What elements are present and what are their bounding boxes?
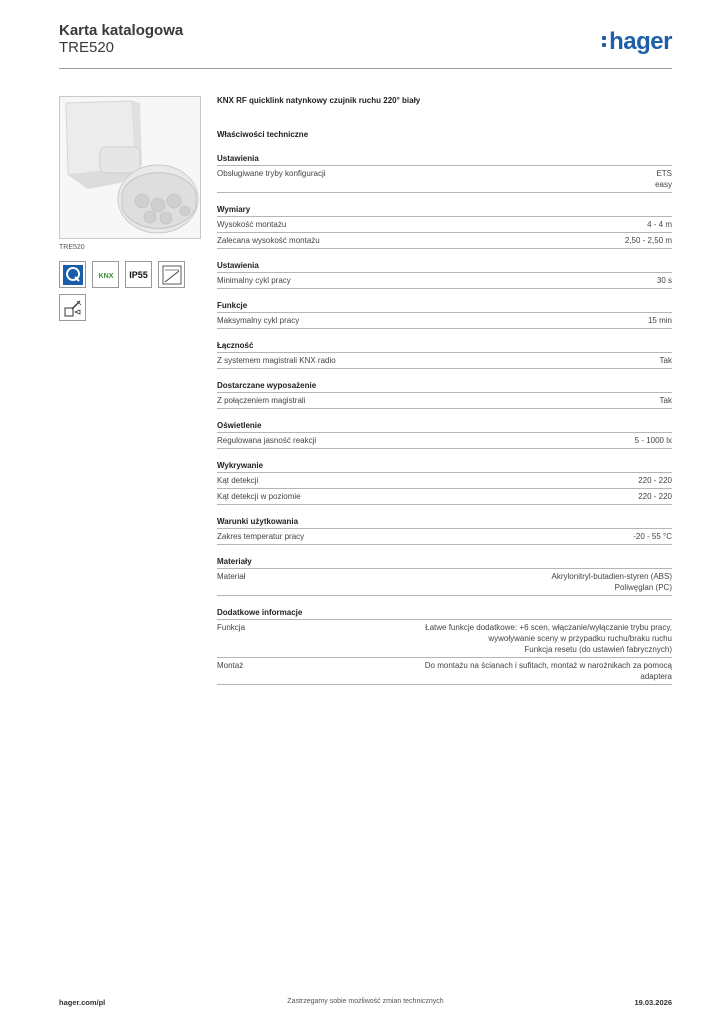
- spec-row: [217, 233, 672, 249]
- spec-groups: [217, 153, 672, 685]
- spec-key: Kąt detekcji: [217, 476, 259, 485]
- spec-group: [217, 340, 672, 369]
- quicklink-icon: [59, 261, 86, 288]
- feature-icons-row-2: [59, 294, 201, 321]
- spec-value: Do montażu na ścianach i sufitach, montaż w narożnikach za pomocą adaptera: [424, 661, 672, 681]
- spec-key: Kąt detekcji w poziomie: [217, 492, 301, 501]
- spec-row: [217, 393, 672, 409]
- spec-key: Montaż: [217, 661, 244, 670]
- spec-value: Łatwe funkcje dodatkowe: +6 scen, włączanie/wyłączanie trybu pracy, wywoływanie sceny w przypadku ruchu/braku ruchu Funkcja resetu (do ustawień fabrycznych): [425, 623, 672, 654]
- spec-value: -20 - 55 °C: [633, 532, 672, 541]
- spec-group: [217, 607, 672, 685]
- footer-notice: Zastrzegamy sobie możliwość zmian technicznych: [287, 998, 444, 1005]
- spec-row: [217, 433, 672, 449]
- product-media: [59, 96, 201, 321]
- spec-row: [217, 620, 672, 658]
- product-code: TRE520: [59, 39, 115, 56]
- specification-panel: [217, 96, 672, 685]
- document-title: Karta katalogowa: [59, 22, 184, 39]
- spec-group-title: Materiały: [217, 556, 672, 569]
- hager-logo: [602, 28, 672, 56]
- spec-key: Obsługiwane tryby konfiguracji: [217, 169, 326, 178]
- spec-row: [217, 313, 672, 329]
- mounting-height-icon: [158, 261, 185, 288]
- product-image: [59, 96, 201, 239]
- knx-icon-label: KNX: [98, 272, 113, 280]
- spec-group-title: Oświetlenie: [217, 420, 672, 433]
- spec-key: Minimalny cykl pracy: [217, 276, 291, 285]
- image-caption: TRE520: [59, 244, 85, 251]
- spec-group-title: Ustawienia: [217, 260, 672, 273]
- spec-group: [217, 460, 672, 505]
- spec-value: Tak: [659, 396, 672, 405]
- spec-group-title: Wykrywanie: [217, 460, 672, 473]
- spec-row: [217, 489, 672, 505]
- spec-group: [217, 380, 672, 409]
- spec-group: [217, 153, 672, 193]
- spec-group-title: Wymiary: [217, 204, 672, 217]
- spec-key: Zakres temperatur pracy: [217, 532, 305, 541]
- spec-group-title: Łączność: [217, 340, 672, 353]
- spec-group: [217, 204, 672, 249]
- feature-icons: [59, 261, 201, 288]
- knx-icon: [92, 261, 119, 288]
- spec-key: Maksymalny cykl pracy: [217, 316, 300, 325]
- spec-key: Regulowana jasność reakcji: [217, 436, 317, 445]
- spec-key: Z połączeniem magistrali: [217, 396, 306, 405]
- spec-row: [217, 217, 672, 233]
- spec-row: [217, 569, 672, 596]
- spec-value: ETS easy: [655, 169, 672, 189]
- spec-value: 30 s: [656, 276, 672, 285]
- spec-value: 15 min: [647, 316, 672, 325]
- spec-group: [217, 260, 672, 289]
- product-title: KNX RF quicklink natynkowy czujnik ruchu 220° biały: [217, 96, 421, 105]
- spec-value: 220 - 220: [638, 492, 672, 501]
- spec-row: [217, 353, 672, 369]
- spec-group-title: Ustawienia: [217, 153, 672, 166]
- spec-row: [217, 529, 672, 545]
- ip-rating-label: IP55: [129, 269, 148, 280]
- spec-group: [217, 556, 672, 596]
- spec-group: [217, 516, 672, 545]
- spec-key: Wysokość montażu: [217, 220, 287, 229]
- spec-row: [217, 273, 672, 289]
- spec-value: 5 - 1000 lx: [634, 436, 672, 445]
- spec-value: 220 - 220: [638, 476, 672, 485]
- spec-value: 2,50 - 2,50 m: [624, 236, 672, 245]
- ip55-icon: [125, 261, 152, 288]
- footer-website: hager.com/pl: [59, 998, 106, 1007]
- page-header: [59, 22, 672, 68]
- spec-group-title: Funkcje: [217, 300, 672, 313]
- spec-group-title: Warunki użytkowania: [217, 516, 672, 529]
- technical-properties-heading: Właściwości techniczne: [217, 130, 309, 139]
- spec-key: Z systemem magistrali KNX radio: [217, 356, 336, 365]
- spec-key: Funkcja: [217, 623, 246, 632]
- page-footer: [59, 998, 672, 1010]
- logo-text: hager: [609, 28, 672, 55]
- spec-key: Zalecana wysokość montażu: [217, 236, 320, 245]
- spec-value: Tak: [659, 356, 672, 365]
- logo-dots-icon: [602, 34, 607, 48]
- footer-date: 19.03.2026: [634, 998, 672, 1007]
- spec-group-title: Dodatkowe informacje: [217, 607, 672, 620]
- header-divider: [59, 68, 672, 69]
- spec-row: [217, 166, 672, 193]
- spec-value: 4 - 4 m: [647, 220, 672, 229]
- spec-group: [217, 300, 672, 329]
- spec-row: [217, 473, 672, 489]
- configuration-icon: [59, 294, 86, 321]
- spec-value: Akrylonitryl-butadien-styren (ABS) Poliwęglan (PC): [551, 572, 672, 592]
- spec-key: Materiał: [217, 572, 246, 581]
- spec-group-title: Dostarczane wyposażenie: [217, 380, 672, 393]
- spec-group: [217, 420, 672, 449]
- spec-row: [217, 658, 672, 685]
